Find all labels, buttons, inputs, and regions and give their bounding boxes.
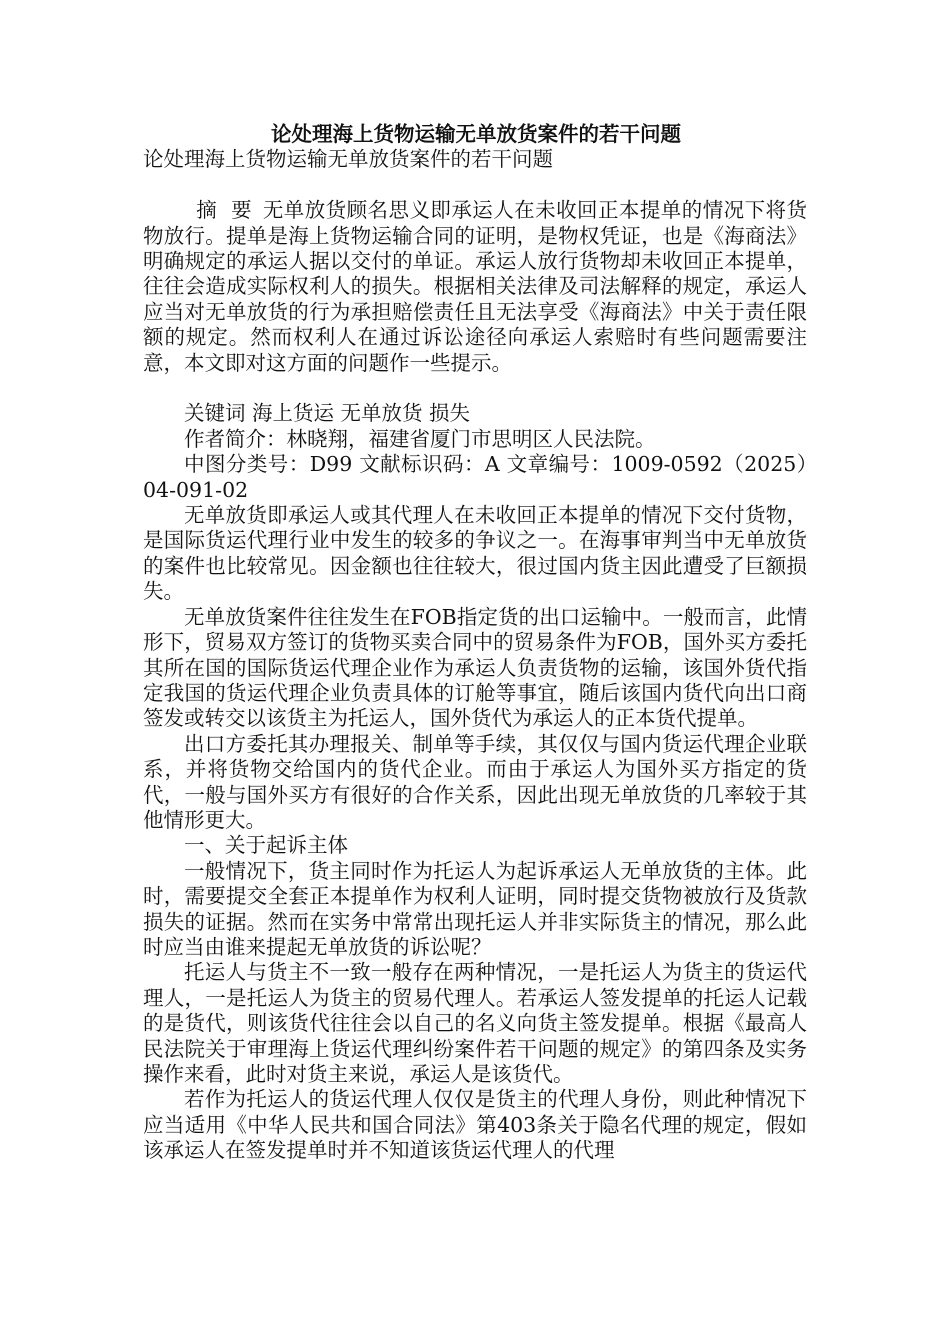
- section-paragraph-1: 一般情况下，货主同时作为托运人为起诉承运人无单放货的主体。此时，需要提交全套正本提单作为权利人证明，同时提交货物被放行及货款损失的证据。然而在实务中常常出现托运人并非实际货主的情况，那么此时应当由谁来提起无单放货的诉讼呢？: [143, 858, 807, 959]
- author-line: 作者简介：林晓翔，福建省厦门市思明区人民法院。: [184, 426, 656, 451]
- blank-line: [143, 173, 807, 198]
- body-paragraph-3: 出口方委托其办理报关、制单等手续，其仅仅与国内货运代理企业联系，并将货物交给国内的货代企业。而由于承运人为国外买方指定的货代，一般与国外买方有很好的合作关系，因此出现无单放货的几率较于其他情形更大。: [143, 731, 807, 832]
- section-paragraph-2: 托运人与货主不一致一般存在两种情况，一是托运人为货主的货运代理人，一是托运人为货主的贸易代理人。若承运人签发提单的托运人记载的是货代，则该货代往往会以自己的名义向货主签发提单。根据《最高人民法院关于审理海上货运代理纠纷案件若干问题的规定》的第四条及实务操作来看，此时对货主来说，承运人是该货代。: [143, 960, 807, 1086]
- document-subtitle: 论处理海上货物运输无单放货案件的若干问题: [143, 147, 553, 172]
- classification-line: 中图分类号：D99 文献标识码：A 文章编号：1009-0592（2025）04-091-02: [143, 452, 807, 502]
- document-title: 论处理海上货物运输无单放货案件的若干问题: [271, 122, 681, 146]
- section-paragraph-3: 若作为托运人的货运代理人仅仅是货主的代理人身份，则此种情况下应当适用《中华人民共和国合同法》第403条关于隐名代理的规定，假如该承运人在签发提单时并不知道该货运代理人的代理: [143, 1087, 807, 1163]
- body-paragraph-1: 无单放货即承运人或其代理人在未收回正本提单的情况下交付货物，是国际货运代理行业中发生的较多的争议之一。在海事审判当中无单放货的案件也比较常见。因金额也往往较大，很过国内货主因此遭受了巨额损失。: [143, 503, 807, 604]
- body-paragraph-2: 无单放货案件往往发生在FOB指定货的出口运输中。一般而言，此情形下，贸易双方签订的货物买卖合同中的贸易条件为FOB，国外买方委托其所在国的国际货运代理企业作为承运人负责货物的运输，该国外货代指定我国的货运代理企业负责具体的订舱等事宜，随后该国内货代向出口商签发或转交以该货主为托运人，国外货代为承运人的正本货代提单。: [143, 604, 807, 731]
- abstract-label: 摘 要: [196, 198, 253, 223]
- abstract-text: 无单放货顾名思义即承运人在未收回正本提单的情况下将货物放行。提单是海上货物运输合同的证明，是物权凭证，也是《海商法》明确规定的承运人据以交付的单证。承运人放行货物却未收回正本提单，往往会造成实际权利人的损失。根据相关法律及司法解释的规定，承运人应当对无单放货的行为承担赔偿责任且无法享受《海商法》中关于责任限额的规定。然而权利人在通过诉讼途径向承运人索赔时有些问题需要注意，本文即对这方面的问题作一些提示。: [143, 198, 807, 375]
- document-body: [143, 122, 807, 1164]
- abstract-paragraph: [143, 198, 807, 376]
- keywords-line: 关键词 海上货运 无单放货 损失: [184, 401, 471, 426]
- blank-line: [143, 376, 807, 401]
- section-heading: 一、关于起诉主体: [184, 833, 348, 858]
